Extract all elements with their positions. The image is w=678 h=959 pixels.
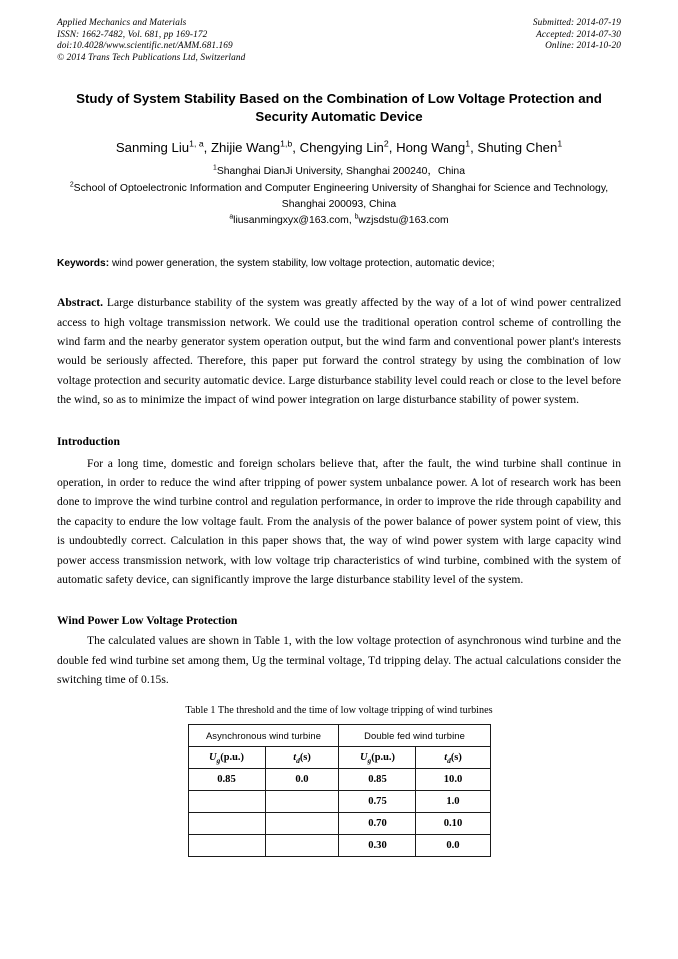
section-paragraph-introduction: For a long time, domestic and foreign scholars believe that, after the fault, the wind turbine shall continue in operation, in order to reduce the wind after tripping of power system unbalance power. A lot of research work has been done to improve the wind turbine control and regulation performance, in order to improve the ride through capability and the capacity to endure the low voltage fault. From the analysis of the power balance of power system point of view, this is undoubtedly correct. Calculation in this paper shows that, the way of wind power system with large capacity wind power access transmission network, with low voltage trip characteristics of wind turbine, combined with the system of automatic safety device, can significantly improve the large disturbance stability level of the system. [57, 456, 621, 587]
table-cell [188, 812, 265, 834]
author-affil-marker: 1 [557, 138, 563, 149]
journal-header [57, 18, 621, 64]
low-voltage-tripping-table [188, 724, 491, 857]
author-name: Sanming Liu [115, 140, 190, 156]
table-cell: 0.85 [188, 768, 265, 790]
journal-header-right [533, 18, 621, 53]
table-caption: Table 1 The threshold and the time of low voltage tripping of wind turbines [185, 704, 493, 716]
author-affil-marker: 1, a [189, 138, 204, 149]
author-affil-marker: 2 [383, 138, 389, 149]
affiliation-marker: 1 [212, 164, 217, 172]
submitted-date: Submitted: 2014-07-19 [532, 18, 621, 28]
author-entry [477, 140, 562, 155]
email-address: liusanmingxyx@163.com [233, 214, 349, 226]
table-cell [188, 834, 265, 856]
journal-doi: doi:10.4028/www.scientific.net/AMM.681.169 [57, 41, 233, 52]
table-cell: 0.75 [339, 790, 416, 812]
affiliation-marker: 2 [69, 181, 74, 189]
abstract-paragraph [57, 293, 621, 409]
table-cell: 10.0 [416, 768, 490, 790]
table-col-header-ug-async: $U_g(p.u.)$ [188, 746, 265, 768]
author-name: Hong Wang [396, 140, 466, 156]
affiliation-item [57, 164, 621, 180]
affiliation-text: School of Optoelectronic Information and Computer Engineering University of Shanghai for Science and Technology, Shanghai 200093, China [73, 182, 609, 210]
email-marker: b [354, 213, 359, 221]
email-address: wzjsdstu@163.com [358, 214, 449, 226]
table-sub-header-row [188, 746, 490, 768]
online-date: Online: 2014-10-20 [545, 41, 621, 52]
author-name: Chengying Lin [299, 140, 384, 156]
table-group-header-double-fed: Double fed wind turbine [339, 724, 490, 746]
author-list: Sanming Liu$^{1, a}$, Zhijie Wang$^{1,b}$, Chengying Lin$^2$, Hong Wang$^1$, Shuting Chen$^1$ [115, 138, 563, 156]
journal-name: Applied Mechanics and Materials [57, 18, 187, 28]
abstract-text: Large disturbance stability of the system was greatly affected by the way of a lot of wind power centralized access to high voltage transmission network. We could use the traditional operation control scheme of controlling the wind farm and the nearby generator system operation output, but the wind farm and conventional power plant's interests would be seriously affected. Therefore, this paper put forward the control strategy by using the combination of low voltage protection and security automatic device. Large disturbance stability level could reach or close to the level before the wind, so as to minimize the impact of wind power integration on large disturbance stability of power system. [57, 296, 621, 407]
table-row [188, 768, 490, 790]
author-emails: $^a$liusanmingxyx@163.com, $^b$wzjsdstu@163.com [229, 213, 449, 226]
table-cell: 0.10 [416, 812, 490, 834]
table-container [57, 724, 621, 857]
author-affil-marker: 1,b [280, 138, 293, 149]
keywords-label: Keywords: [57, 258, 110, 270]
journal-issn-volume: ISSN: 1662-7482, Vol. 681, pp 169-172 [57, 29, 208, 40]
journal-header-left [57, 18, 245, 64]
author-entry [300, 140, 389, 155]
page-title: Study of System Stability Based on the Combination of Low Voltage Protection and Security Automatic Device [76, 91, 602, 124]
journal-copyright: © 2014 Trans Tech Publications Ltd, Switzerland [57, 52, 246, 63]
table-cell [265, 834, 339, 856]
table-cell: 0.0 [265, 768, 339, 790]
email-marker: a [229, 213, 234, 221]
author-affil-marker: 1 [465, 138, 471, 149]
table-cell: 0.30 [339, 834, 416, 856]
accepted-date: Accepted: 2014-07-30 [536, 29, 621, 40]
table-cell: 0.70 [339, 812, 416, 834]
table-cell: 0.85 [339, 768, 416, 790]
table-row [188, 790, 490, 812]
table-row [188, 834, 490, 856]
affiliation-item [57, 181, 621, 213]
author-name: Shuting Chen [477, 140, 558, 156]
table-cell: 1.0 [416, 790, 490, 812]
section-heading-wind-power-low-voltage-protection: Wind Power Low Voltage Protection [57, 614, 238, 628]
table-cell [188, 790, 265, 812]
author-name: Zhijie Wang [211, 140, 281, 156]
affiliation-block [57, 164, 621, 229]
section-heading-introduction: Introduction [57, 434, 120, 448]
table-cell: 0.0 [416, 834, 490, 856]
keywords-line [57, 257, 621, 271]
section-paragraph-wind-power-low-voltage-protection: The calculated values are shown in Table 1, with the low voltage protection of asynchronous wind turbine and the double fed wind turbine set among them, Ug the terminal voltage, Td tripping delay. The actual calculations consider the switching time of 0.15s. [57, 634, 621, 687]
author-entry [396, 140, 470, 155]
table-cell [265, 812, 339, 834]
abstract-label: Abstract. [57, 296, 104, 310]
table-group-header-row [188, 724, 490, 746]
table-col-header-td-async: $t_d(s)$ [265, 746, 339, 768]
table-col-header-td-dfig: $t_d(s)$ [416, 746, 490, 768]
affiliation-text: Shanghai DianJi University, Shanghai 200240，China [216, 166, 465, 178]
author-entry [116, 140, 204, 155]
author-entry [211, 140, 292, 155]
keywords-text: wind power generation, the system stability, low voltage protection, automatic device; [111, 258, 495, 270]
table-group-header-asynchronous: Asynchronous wind turbine [188, 724, 339, 746]
table-cell [265, 790, 339, 812]
table-row [188, 812, 490, 834]
table-col-header-ug-dfig: $U_g(p.u.)$ [339, 746, 416, 768]
